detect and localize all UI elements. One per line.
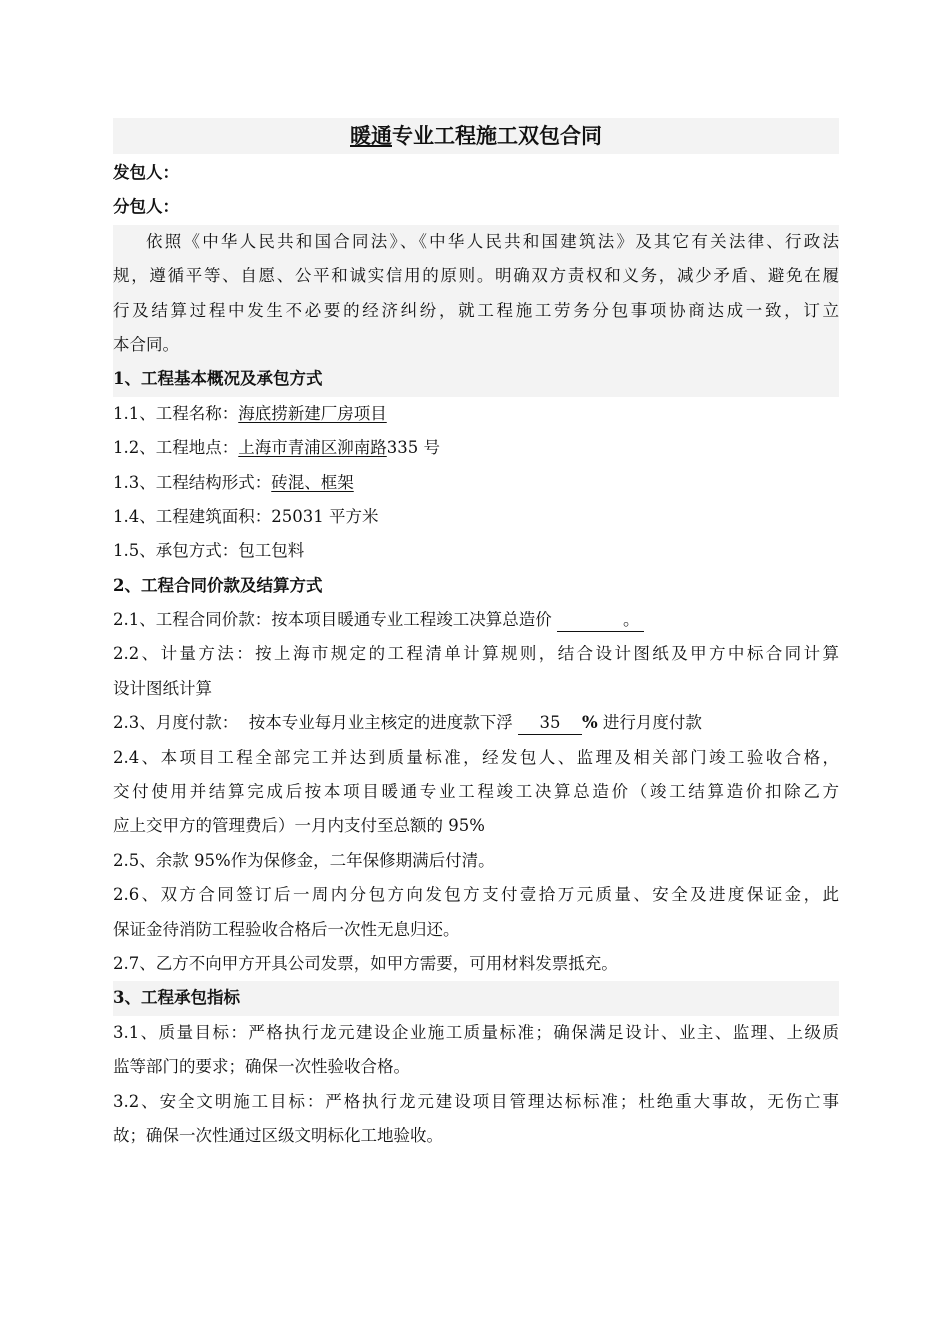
employer-line: 发包人： [113,163,179,182]
project-name-value: 海底捞新建厂房项目 [238,403,387,423]
safety-target-line: 3.2、安全文明施工目标：严格执行龙元建设项目管理达标标准；杜绝重大事故，无伤亡事 [113,1091,839,1111]
contract-mode-line: 1.5、承包方式：包工包料 [113,541,305,561]
contract-body [113,118,839,1153]
monthly-discount-value: 35 [518,712,582,735]
contract-price-blank [557,609,644,632]
monthly-payment-label: 2.3、月度付款： 按本专业每月业主核定的进度款下浮 [113,713,513,733]
monthly-payment-suffix: 进行月度付款 [597,713,702,733]
preamble-line: 依照《中华人民共和国合同法》、《中华人民共和国建筑法》及其它有关法律、行政法 [113,225,839,259]
structure-value: 砖混、框架 [271,472,354,492]
monthly-payment-line [113,706,839,740]
invoice-line: 2.7、乙方不向甲方开具公司发票，如甲方需要，可用材料发票抵充。 [113,953,618,973]
title-underlined-part: 暖通 [350,123,392,148]
area-line: 1.4、工程建筑面积：25031 平方米 [113,506,379,526]
deposit-line: 保证金待消防工程验收合格后一次性无息归还。 [113,919,460,939]
subcontractor-line: 分包人： [113,197,179,217]
measurement-line: 设计图纸计算 [113,678,212,698]
project-site-number: 335 号 [386,438,440,458]
retention-line: 2.5、余款 95%作为保修金，二年保修期满后付清。 [113,850,495,870]
safety-target-line: 故；确保一次性通过区级文明标化工地验收。 [113,1125,443,1145]
quality-target-line: 3.1、质量目标：严格执行龙元建设企业施工质量标准；确保满足设计、业主、监理、上级质 [113,1022,839,1042]
measurement-line: 2.2、计量方法：按上海市规定的工程清单计算规则，结合设计图纸及甲方中标合同计算 [113,644,839,664]
structure-line [113,466,839,500]
quality-target-line: 监等部门的要求；确保一次性验收合格。 [113,1057,410,1077]
project-name-line [113,397,839,431]
completion-payment-line: 应上交甲方的管理费后）一月内支付至总额的 95% [113,816,485,836]
contract-price-label: 2.1、工程合同价款：按本项目暖通专业工程竣工决算总造价 [113,610,552,630]
document-title [113,118,839,154]
project-site-label: 1.2、工程地点： [113,438,239,458]
monthly-percent-sign: % [581,713,598,733]
title-rest: 专业工程施工双包合同 [392,123,602,148]
structure-label: 1.3、工程结构形式： [113,472,272,492]
section-heading: 2、工程合同价款及结算方式 [113,575,323,595]
completion-payment-line: 交付使用并结算完成后按本项目暖通专业工程竣工决算总造价（竣工结算造价扣除乙方 [113,782,839,802]
project-name-label: 1.1、工程名称： [113,403,239,423]
section-heading: 3、工程承包指标 [113,981,839,1015]
project-site-line [113,431,839,465]
preamble-line: 本合同。 [113,328,839,362]
section-heading: 1、工程基本概况及承包方式 [113,362,839,396]
project-site-value: 上海市青浦区泖南路 [238,438,387,458]
deposit-line: 2.6、双方合同签订后一周内分包方向发包方支付壹拾万元质量、安全及进度保证金，此 [113,885,839,905]
preamble-line: 行及结算过程中发生不必要的经济纠纷，就工程施工劳务分包事项协商达成一致，订立 [113,294,839,328]
preamble-line: 规，遵循平等、自愿、公平和诚实信用的原则。明确双方责权和义务，减少矛盾、避免在履 [113,259,839,293]
completion-payment-line: 2.4、本项目工程全部完工并达到质量标准，经发包人、监理及相关部门竣工验收合格， [113,747,839,767]
contract-price-period: 。 [623,610,640,630]
contract-price-line [113,603,839,637]
